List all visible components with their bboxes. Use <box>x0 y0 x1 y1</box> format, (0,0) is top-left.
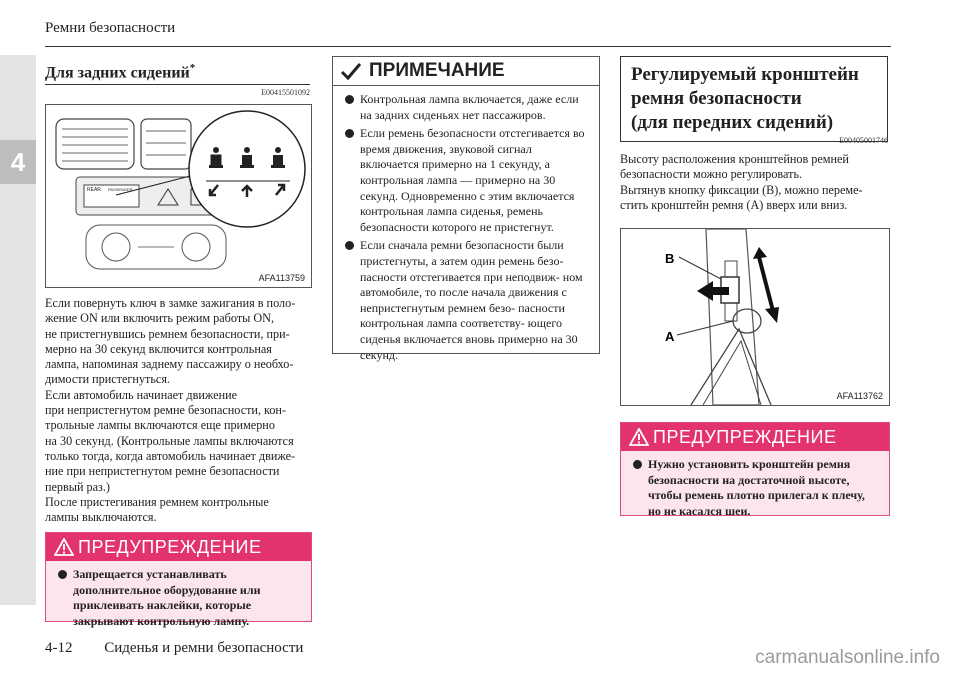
section-title-line: ремня безопасности <box>631 88 802 109</box>
text-line: трольные лампы включаются еще примерно <box>45 418 275 433</box>
text-line: лампа, напоминая заднему пассажиру о необхо- <box>45 357 294 372</box>
chapter-tab: 4 <box>0 140 36 184</box>
note-body <box>333 86 599 372</box>
up-down-arrow-icon <box>753 247 779 323</box>
section-title-box <box>620 56 888 142</box>
chapter-sidebar <box>0 55 36 605</box>
figure-belt-anchor <box>620 228 890 406</box>
figure-code: AFA113759 <box>258 273 305 283</box>
text-line: Если автомобиль начинает движение <box>45 387 238 402</box>
page-header-title: Ремни безопасности <box>45 20 176 36</box>
warning-triangle-icon <box>54 538 74 556</box>
header-divider <box>45 46 891 47</box>
panel-text-passenger: PASSENGER <box>108 187 133 192</box>
warning-text: Нужно установить кронштейн ремня безопасности на достаточной высоте, чтобы ремень плотно прилегал к плечу, но не касался шеи. <box>648 457 865 518</box>
dashboard-illustration <box>46 105 311 287</box>
note-box <box>332 56 600 362</box>
note-item <box>345 92 591 123</box>
callout-label-b: B <box>665 251 675 266</box>
watermark: carmanualsonline.info <box>755 647 940 668</box>
note-item <box>345 126 591 235</box>
section-title-line: (для передних сидений) <box>631 112 834 133</box>
text-line: димости пристегнуться. <box>45 372 170 387</box>
figure-code: AFA113762 <box>836 391 883 401</box>
section-heading-text: Для задних сидений <box>45 64 190 82</box>
note-text: Если ремень безопасности отстегивается во время движения, звуковой сигнал включается примерно на 1 секунду, а контрольная лампа — примерно на 30 секунд. Одновременно с этим включается контрольная лампа сиденья, ремень безопасности которого не пристегнут. <box>360 126 585 234</box>
text-line: не пристегнувшись ремнем безопасности, при- <box>45 326 290 341</box>
section-code: E00405001746 <box>839 136 888 145</box>
footer-section-title: Сиденья и ремни безопасности <box>104 640 304 656</box>
warning-body <box>46 561 311 635</box>
figure-rear-seatbelt-lamps <box>45 104 312 288</box>
text-line: лампы выключаются. <box>45 510 157 525</box>
note-text: Контрольная лампа включается, даже если на задних сиденьях нет пассажиров. <box>360 92 579 122</box>
note-item <box>345 238 591 363</box>
warning-box-right <box>620 422 890 516</box>
text-line: первый раз.) <box>45 479 110 494</box>
warning-title: ПРЕДУПРЕЖДЕНИЕ <box>653 426 837 447</box>
warning-triangle-icon <box>629 428 649 446</box>
bullet-icon <box>345 241 354 250</box>
warning-title: ПРЕДУПРЕЖДЕНИЕ <box>78 536 262 557</box>
warning-item <box>633 457 879 519</box>
page-footer <box>45 640 303 657</box>
bullet-icon <box>633 460 642 469</box>
text-line: Высоту расположения кронштейнов ремней <box>620 152 849 166</box>
text-line: при непристегнутом ремне безопасности, кон- <box>45 403 287 418</box>
text-line: После пристегивания ремнем контрольные <box>45 494 269 509</box>
warning-box-left <box>45 532 312 628</box>
belt-anchor-illustration <box>621 229 889 405</box>
text-line: жение ON или включить режим работы ON, <box>45 311 275 326</box>
bullet-icon <box>345 95 354 104</box>
anchor-adjust-description <box>620 152 890 213</box>
note-text: Если сначала ремни безопасности были пристегнуты, а затем один ремень безо- пасности отстегивается при неподвиж- ном автомобиле, то после начала движения с непристегнутым ремнем безо- пасности контрольная лампа соответству- ющего сиденья включается вновь примерно на 30 секунд. <box>360 238 583 362</box>
note-header <box>333 57 599 86</box>
section-heading-rule <box>45 84 310 85</box>
page-number: 4-12 <box>45 640 73 656</box>
panel-text-rear: REAR <box>87 187 101 193</box>
section-code: E00415501092 <box>261 88 310 97</box>
callout-label-a: A <box>665 329 675 344</box>
text-line: Вытянув кнопку фиксации (B), можно переме- <box>620 182 863 197</box>
warning-header <box>46 533 311 561</box>
note-title: ПРИМЕЧАНИЕ <box>369 60 505 81</box>
pencil-check-icon <box>339 61 363 81</box>
warning-header <box>621 423 889 451</box>
text-line: ние при непристегнутом ремне безопасности <box>45 464 280 479</box>
section-heading-rear-seats <box>45 62 195 82</box>
text-line: безопасности можно регулировать. <box>620 167 803 182</box>
warning-body <box>621 451 889 525</box>
optional-equipment-mark: * <box>189 62 196 74</box>
bullet-icon <box>58 570 67 579</box>
warning-text: Запрещается устанавливать дополнительное оборудование или приклеивать наклейки, которые закрывают контрольную лампу. <box>73 567 261 628</box>
text-line: Если повернуть ключ в замке зажигания в поло- <box>45 296 296 310</box>
text-line: стить кронштейн ремня (A) вверх или вниз. <box>620 197 848 212</box>
text-line: на 30 секунд. (Контрольные лампы включаются <box>45 433 294 448</box>
section-title-line: Регулируемый кронштейн <box>631 64 859 85</box>
text-line: только тогда, когда автомобиль начинает движе- <box>45 448 296 463</box>
rear-seat-description <box>45 296 315 525</box>
text-line: мерно на 30 секунд включится контрольная <box>45 341 272 356</box>
bullet-icon <box>345 129 354 138</box>
warning-item <box>58 567 301 629</box>
